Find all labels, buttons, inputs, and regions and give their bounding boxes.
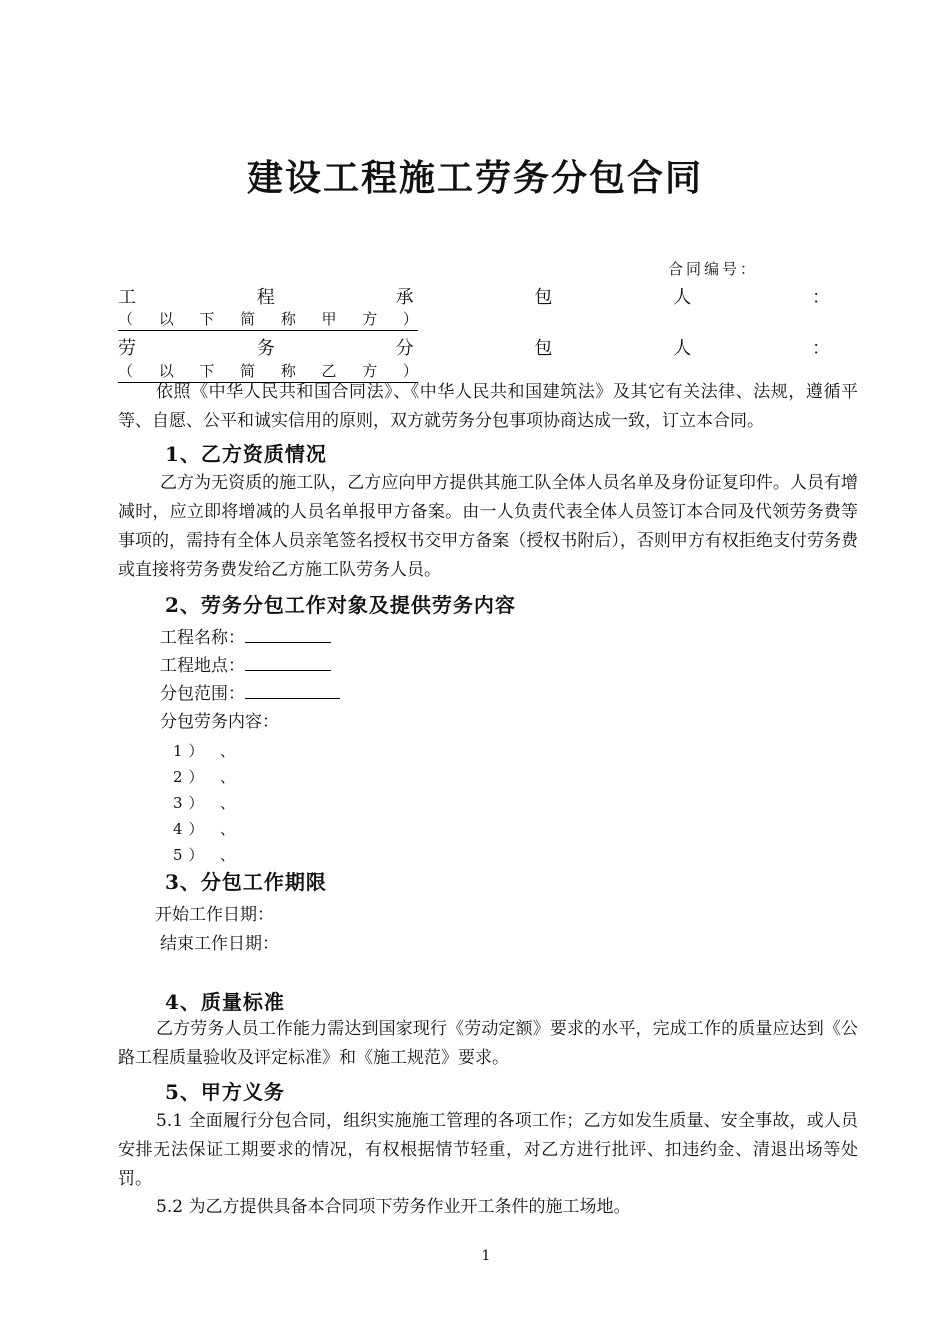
list-item [173, 844, 241, 865]
section-5-clause-1 [118, 1107, 858, 1194]
list-item [173, 792, 241, 813]
note-char: 称 [280, 362, 296, 380]
clause-5-1-text: 5.1 全面履行分包合同，组织实施施工管理的各项工作；乙方如发生质量、安全事故，或人员安排无法保证工期要求的情况，有权根据情节轻重，对乙方进行批评、扣违约金、清退出场等处罚。 [118, 1111, 858, 1189]
note-char: 简 [240, 362, 256, 380]
scope-blank [245, 680, 340, 699]
contract-number-label: 合同编号： [668, 260, 759, 278]
section-5-clause-2 [118, 1193, 858, 1222]
note-char: （ [118, 310, 134, 328]
note-char: 下 [199, 362, 215, 380]
note-char: 甲 [321, 310, 337, 328]
note-char: 下 [199, 310, 215, 328]
party-a-label [118, 283, 830, 309]
label-char: 务 [256, 338, 275, 359]
scope-row [160, 679, 340, 704]
item-mark: 、 [220, 820, 242, 838]
label-char: 分 [395, 338, 414, 359]
party-a-note [118, 308, 418, 331]
item-mark: 、 [220, 768, 242, 786]
section-1-text: 乙方为无资质的施工队，乙方应向甲方提供其施工队全体人员名单及身份证复印件。人员有增减时，应立即将增减的人员名单报甲方备案。由一人负责代表全体人员签订本合同及代领劳务费等事项的，需持有全体人员亲笔签名授权书交甲方备案（授权书附后），否则甲方有权拒绝支付劳务费或直接将劳务费发给乙方施工队劳务人员。 [118, 473, 858, 580]
project-name-row [160, 623, 331, 648]
intro-paragraph [118, 378, 858, 436]
label-char: 承 [395, 287, 414, 308]
label-char: 人 [673, 287, 692, 308]
item-number: 2） [173, 768, 203, 786]
list-item [173, 818, 241, 839]
label-char: 包 [534, 287, 553, 308]
label-char: 包 [534, 338, 553, 359]
label-char: ： [811, 338, 830, 359]
section-1-heading: 1、乙方资质情况 [165, 442, 327, 466]
project-location-label: 工程地点： [160, 656, 245, 676]
list-item [173, 740, 241, 761]
scope-label: 分包范围： [160, 684, 245, 704]
party-b-label [118, 334, 830, 360]
note-char: （ [118, 362, 134, 380]
note-char: ） [402, 362, 418, 380]
note-char: 称 [280, 310, 296, 328]
item-mark: 、 [220, 742, 242, 760]
section-1-body [118, 469, 858, 585]
label-char: 工 [118, 287, 136, 308]
section-4-body [118, 1015, 858, 1073]
note-char: 简 [240, 310, 256, 328]
section-4-heading: 4、质量标准 [165, 990, 285, 1014]
item-mark: 、 [220, 794, 242, 812]
start-date-label: 开始工作日期： [155, 905, 274, 925]
item-number: 1） [173, 742, 203, 760]
project-location-blank [245, 652, 331, 671]
note-char: 乙 [321, 362, 337, 380]
section-4-text: 乙方劳务人员工作能力需达到国家现行《劳动定额》要求的水平，完成工作的质量应达到《公路工程质量验收及评定标准》和《施工规范》要求。 [118, 1019, 858, 1068]
intro-text: 依照《中华人民共和国合同法》、《中华人民共和国建筑法》及其它有关法律、法规，遵循平等、自愿、公平和诚实信用的原则，双方就劳务分包事项协商达成一致，订立本合同。 [118, 382, 858, 431]
project-name-blank [245, 624, 331, 643]
item-mark: 、 [220, 846, 242, 864]
label-char: ： [811, 287, 830, 308]
list-item [173, 766, 241, 787]
page-number: 1 [481, 1248, 491, 1264]
clause-5-2-text: 5.2 为乙方提供具备本合同项下劳务作业开工条件的施工场地。 [156, 1197, 631, 1217]
section-5-heading: 5、甲方义务 [165, 1080, 285, 1104]
item-number: 3） [173, 794, 203, 812]
item-number: 4） [173, 820, 203, 838]
end-date-label: 结束工作日期： [160, 934, 279, 954]
note-char: 以 [158, 310, 174, 328]
note-char: 方 [362, 362, 378, 380]
document-title: 建设工程施工劳务分包合同 [246, 158, 703, 199]
item-number: 5） [173, 846, 203, 864]
label-char: 人 [673, 338, 692, 359]
content-label: 分包劳务内容： [160, 712, 279, 732]
section-2-heading: 2、劳务分包工作对象及提供劳务内容 [165, 593, 516, 617]
note-char: ） [402, 310, 418, 328]
project-location-row [160, 651, 331, 676]
label-char: 程 [256, 287, 275, 308]
note-char: 以 [158, 362, 174, 380]
project-name-label: 工程名称： [160, 628, 245, 648]
note-char: 方 [362, 310, 378, 328]
label-char: 劳 [118, 338, 136, 359]
section-3-heading: 3、分包工作期限 [165, 870, 327, 894]
